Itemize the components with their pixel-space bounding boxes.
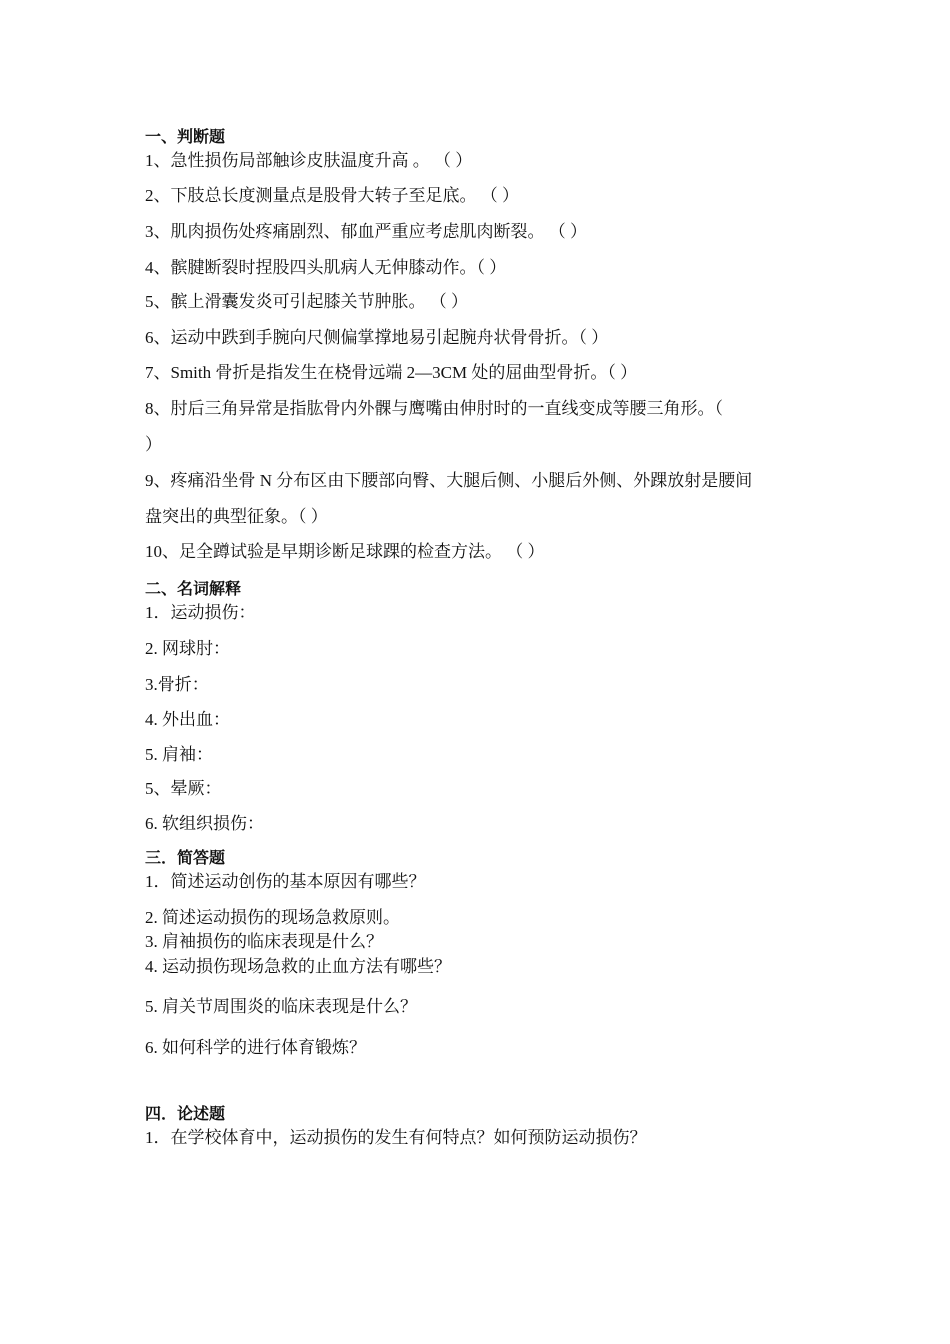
short-answer-item: 6. 如何科学的进行体育锻炼？ [145, 1038, 366, 1057]
short-answer-item: 1．简述运动创伤的基本原因有哪些？ [145, 872, 426, 891]
judgment-item: 4、髌腱断裂时捏股四头肌病人无伸膝动作。（ ） [145, 258, 507, 277]
judgment-item: 5、髌上滑囊发炎可引起膝关节肿胀。 （ ） [145, 292, 468, 311]
term-item: 2. 网球肘： [145, 639, 230, 658]
judgment-item: 3、肌肉损伤处疼痛剧烈、郁血严重应考虑肌肉断裂。 （ ） [145, 222, 587, 241]
judgment-item: 7、Smith 骨折是指发生在桡骨远端 2—3CM 处的屈曲型骨折。（ ） [145, 363, 638, 382]
term-item: 1．运动损伤： [145, 603, 256, 622]
section-heading-judgment: 一、判断题 [145, 127, 226, 146]
short-answer-item: 2. 简述运动损伤的现场急救原则。 [145, 908, 400, 927]
section-heading-terms: 二、名词解释 [145, 579, 242, 598]
judgment-item: 1、急性损伤局部触诊皮肤温度升高 。 （ ） [145, 151, 473, 170]
section-heading-essay: 四．论述题 [145, 1104, 226, 1123]
essay-item: 1．在学校体育中，运动损伤的发生有何特点？如何预防运动损伤？ [145, 1128, 647, 1147]
short-answer-item: 5. 肩关节周围炎的临床表现是什么？ [145, 997, 417, 1016]
short-answer-item: 3. 肩袖损伤的临床表现是什么？ [145, 932, 383, 951]
term-item: 5. 肩袖： [145, 745, 213, 764]
term-item: 6. 软组织损伤： [145, 814, 264, 833]
judgment-item: 8、肘后三角异常是指肱骨内外髁与鹰嘴由伸肘时的一直线变成等腰三角形。（ [145, 399, 723, 418]
judgment-item-continuation: ） [145, 435, 162, 454]
judgment-item: 6、运动中跌到手腕向尺侧偏掌撑地易引起腕舟状骨骨折。（ ） [145, 328, 609, 347]
short-answer-item: 4. 运动损伤现场急救的止血方法有哪些？ [145, 957, 451, 976]
judgment-item: 10、足全蹲试验是早期诊断足球踝的检查方法。 （ ） [145, 542, 545, 561]
term-item: 5、晕厥： [145, 779, 222, 798]
judgment-item: 9、疼痛沿坐骨 N 分布区由下腰部向臀、大腿后侧、小腿后外侧、外踝放射是腰间 [145, 471, 753, 490]
term-item: 3.骨折： [145, 675, 209, 694]
judgment-item-continuation: 盘突出的典型征象。（ ） [145, 507, 328, 526]
term-item: 4. 外出血： [145, 710, 230, 729]
judgment-item: 2、下肢总长度测量点是股骨大转子至足底。 （ ） [145, 186, 519, 205]
section-heading-short-answer: 三．简答题 [145, 848, 226, 867]
